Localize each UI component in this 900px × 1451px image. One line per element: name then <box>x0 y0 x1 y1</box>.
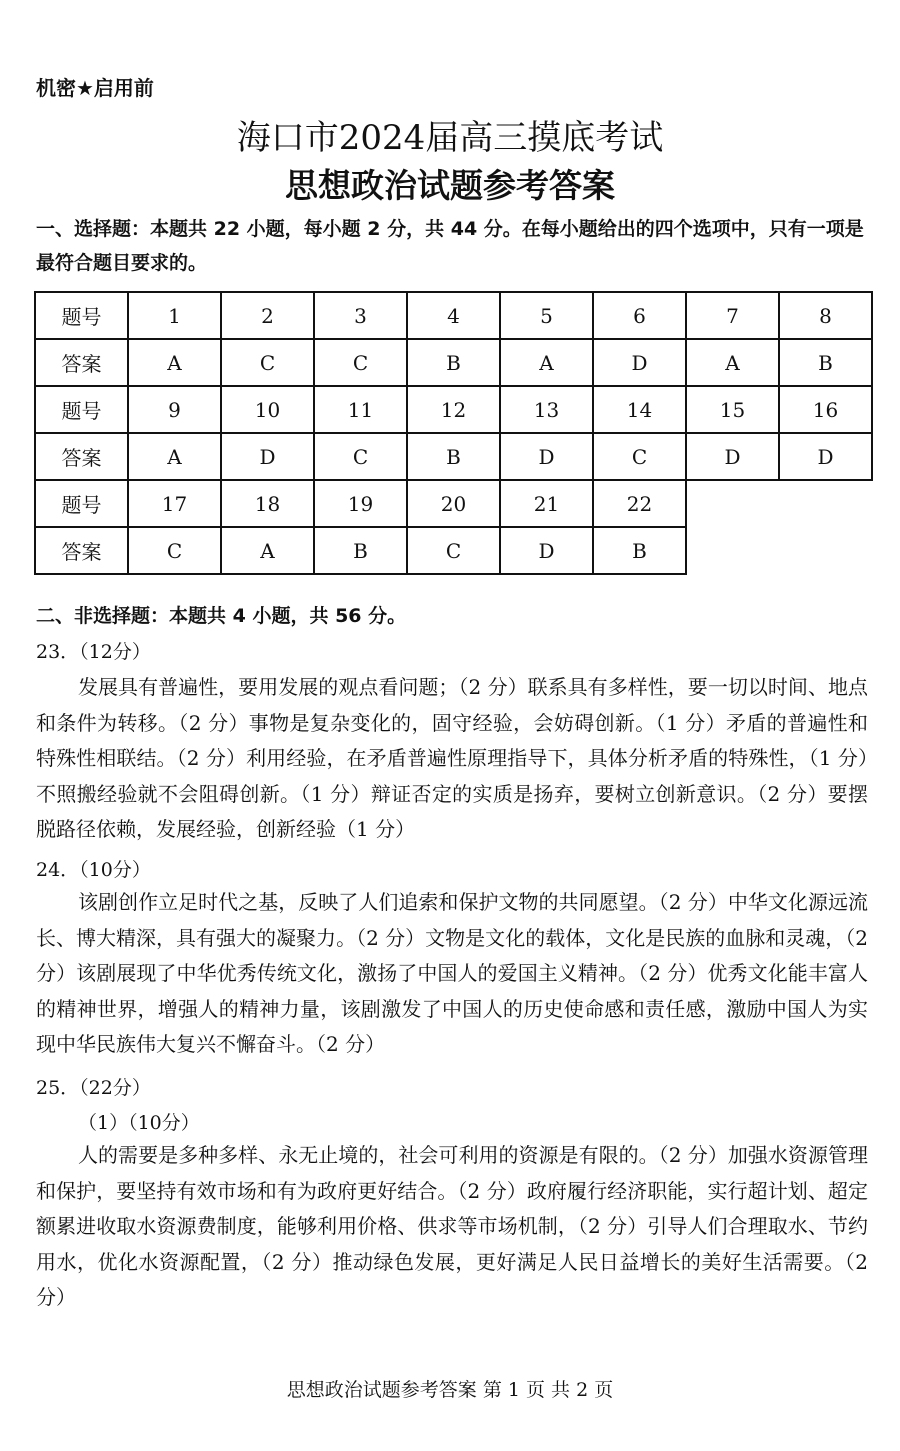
question-24-text: 该剧创作立足时代之基，反映了人们追索和保护文物的共同愿望。（2 分）中华文化源远流长、博大精深，具有强大的凝聚力。（2 分）文物是文化的载体，文化是民族的血脉和灵魂，（2 分）该剧展现了中华优秀传统文化，激扬了中国人的爱国主义精神。（2 分）优秀文化能丰富人的精神世界，增强人的精神力量，该剧激发了中国人的历史使命感和责任感，激励中国人为实现中华民族伟大复兴不懈奋斗。（2 分） <box>36 890 868 1056</box>
question-number-cell: 1 <box>128 292 221 339</box>
question-25-answer <box>36 1138 868 1316</box>
table-row-question-numbers <box>35 386 872 433</box>
row-label-answer: 答案 <box>35 339 128 386</box>
question-number-cell: 5 <box>500 292 593 339</box>
page-footer: 思想政治试题参考答案 第 1 页 共 2 页 <box>286 1379 614 1401</box>
question-number-cell: 9 <box>128 386 221 433</box>
question-number-cell: 16 <box>779 386 872 433</box>
answer-cell: D <box>500 433 593 480</box>
empty-cell <box>686 527 779 574</box>
table-row-question-numbers <box>35 292 872 339</box>
question-24-answer <box>36 885 868 1063</box>
empty-cell <box>686 480 779 527</box>
question-25-heading: 25．（22分） <box>36 1077 151 1099</box>
row-label-question: 题号 <box>35 480 128 527</box>
row-label-question: 题号 <box>35 292 128 339</box>
answer-cell: C <box>221 339 314 386</box>
question-25-subheading: （1）（10分） <box>78 1112 200 1134</box>
question-number-cell: 13 <box>500 386 593 433</box>
question-number-cell: 14 <box>593 386 686 433</box>
question-number-cell: 3 <box>314 292 407 339</box>
question-number-cell: 17 <box>128 480 221 527</box>
answer-table <box>34 291 873 575</box>
table-row-answers <box>35 433 872 480</box>
question-number-cell: 19 <box>314 480 407 527</box>
table-row-answers <box>35 339 872 386</box>
question-23-text: 发展具有普遍性，要用发展的观点看问题；（2 分）联系具有多样性，要一切以时间、地点和条件为转移。（2 分）事物是复杂变化的，固守经验，会妨碍创新。（1 分）矛盾的普遍性和特殊性相联结。（2 分）利用经验，在矛盾普遍性原理指导下，具体分析矛盾的特殊性，（1 分）不照搬经验就不会阻碍创新。（1 分）辩证否定的实质是扬弃，要树立创新意识。（2 分）要摆脱路径依赖，发展经验，创新经验（1 分） <box>36 675 868 841</box>
answer-cell: D <box>779 433 872 480</box>
question-23-answer <box>36 670 868 848</box>
row-label-answer: 答案 <box>35 433 128 480</box>
question-24-heading: 24．（10分） <box>36 859 151 881</box>
answer-cell: C <box>314 433 407 480</box>
table-row-question-numbers <box>35 480 872 527</box>
empty-cell <box>779 480 872 527</box>
answer-cell: B <box>779 339 872 386</box>
answer-cell: C <box>314 339 407 386</box>
question-number-cell: 8 <box>779 292 872 339</box>
question-number-cell: 7 <box>686 292 779 339</box>
answer-cell: A <box>128 339 221 386</box>
question-number-cell: 2 <box>221 292 314 339</box>
question-number-cell: 6 <box>593 292 686 339</box>
answer-cell: A <box>128 433 221 480</box>
question-number-cell: 12 <box>407 386 500 433</box>
answer-cell: A <box>686 339 779 386</box>
answer-cell: C <box>128 527 221 574</box>
empty-cell <box>779 527 872 574</box>
answer-cell: D <box>593 339 686 386</box>
answer-cell: B <box>407 433 500 480</box>
table-row-answers <box>35 527 872 574</box>
answer-cell: D <box>686 433 779 480</box>
question-number-cell: 22 <box>593 480 686 527</box>
answer-cell: B <box>593 527 686 574</box>
question-number-cell: 15 <box>686 386 779 433</box>
answer-cell: C <box>407 527 500 574</box>
row-label-answer: 答案 <box>35 527 128 574</box>
answer-cell: C <box>593 433 686 480</box>
answer-cell: A <box>221 527 314 574</box>
exam-title: 海口市2024届高三摸底考试 <box>236 118 664 158</box>
row-label-question: 题号 <box>35 386 128 433</box>
section-2-instruction: 二、非选择题：本题共 4 小题，共 56 分。 <box>36 605 407 627</box>
subject-title: 思想政治试题参考答案 <box>285 166 615 205</box>
answer-cell: A <box>500 339 593 386</box>
question-23-heading: 23．（12分） <box>36 641 151 663</box>
answer-cell: B <box>407 339 500 386</box>
confidential-label: 机密★启用前 <box>36 76 154 100</box>
answer-cell: B <box>314 527 407 574</box>
answer-cell: D <box>500 527 593 574</box>
question-number-cell: 18 <box>221 480 314 527</box>
question-number-cell: 11 <box>314 386 407 433</box>
question-number-cell: 20 <box>407 480 500 527</box>
question-25-text: 人的需要是多种多样、永无止境的，社会可利用的资源是有限的。（2 分）加强水资源管理和保护，要坚持有效市场和有为政府更好结合。（2 分）政府履行经济职能，实行超计划、超定额累进收取水资源费制度，能够利用价格、供求等市场机制，（2 分）引导人们合理取水、节约用水，优化水资源配置，（2 分）推动绿色发展，更好满足人民日益增长的美好生活需要。（2 分） <box>36 1143 868 1309</box>
question-number-cell: 4 <box>407 292 500 339</box>
answer-cell: D <box>221 433 314 480</box>
section-1-instruction: 一、选择题：本题共 22 小题，每小题 2 分，共 44 分。在每小题给出的四个选项中，只有一项是最符合题目要求的。 <box>36 218 864 274</box>
question-number-cell: 10 <box>221 386 314 433</box>
question-number-cell: 21 <box>500 480 593 527</box>
